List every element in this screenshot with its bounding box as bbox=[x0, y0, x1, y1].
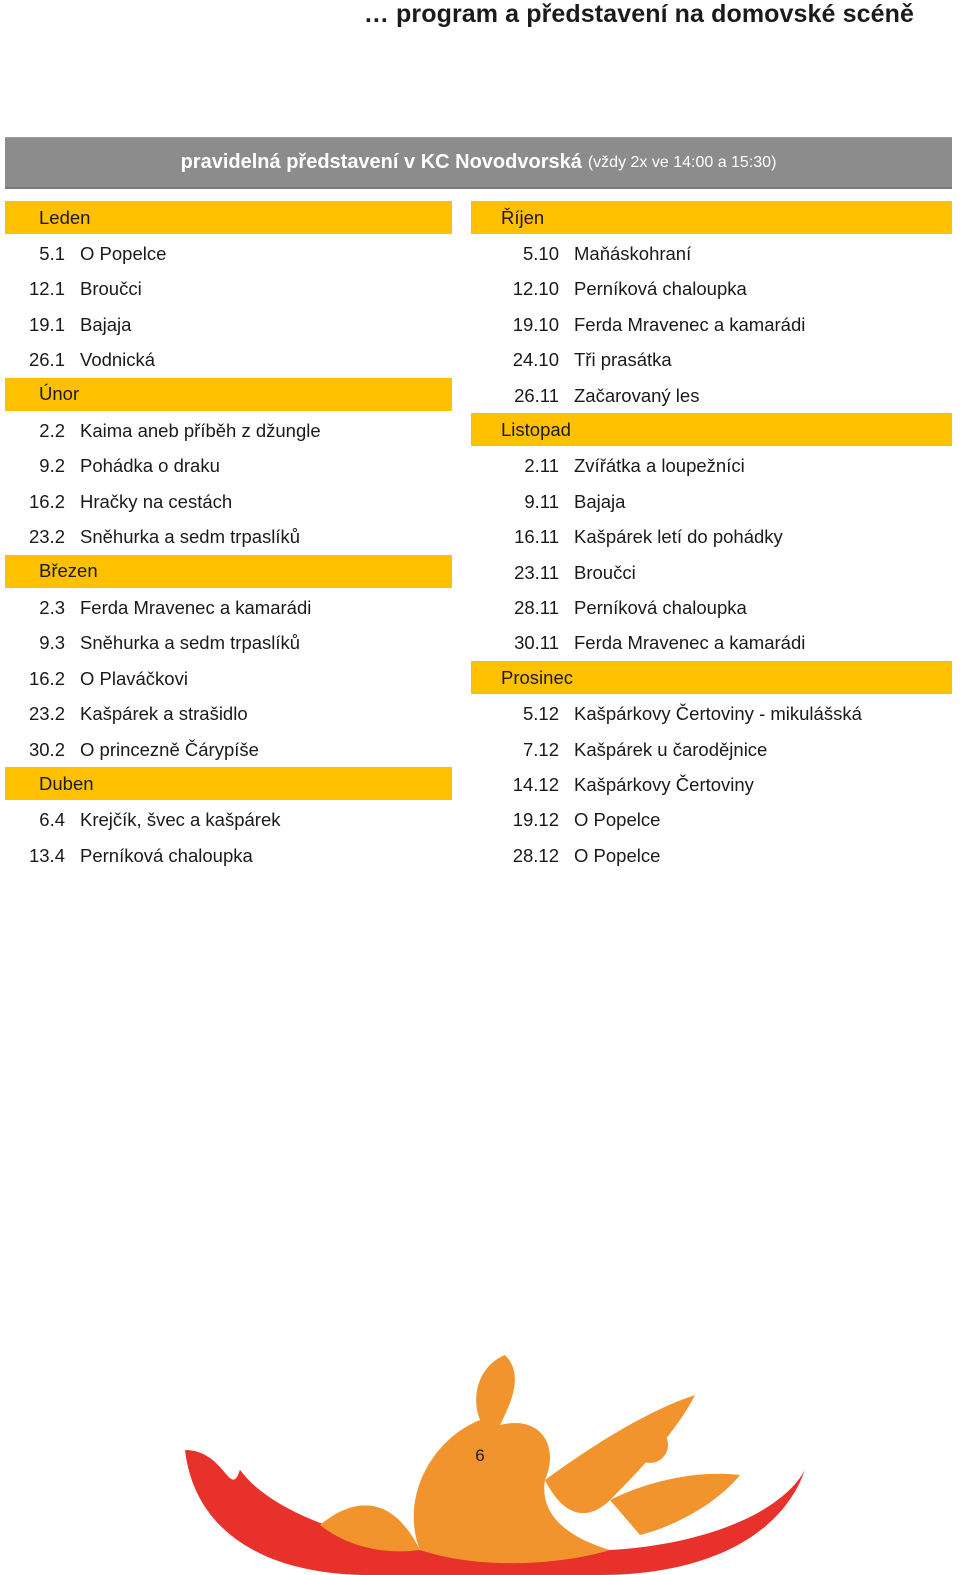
event-date: 9.11 bbox=[524, 490, 559, 512]
event-title: Bajaja bbox=[574, 490, 626, 512]
event-row bbox=[471, 555, 952, 590]
event-date: 2.3 bbox=[39, 596, 65, 618]
event-title: Pohádka o draku bbox=[80, 455, 220, 477]
month-label: Prosinec bbox=[501, 666, 573, 688]
event-date: 19.1 bbox=[28, 313, 65, 335]
event-date: 5.10 bbox=[522, 243, 559, 265]
event-date: 26.1 bbox=[28, 349, 65, 371]
event-row bbox=[471, 803, 952, 838]
month-label: Leden bbox=[39, 206, 91, 228]
event-row bbox=[471, 378, 952, 413]
event-row bbox=[471, 272, 952, 307]
banner-title: pravidelná představení v KC Novodvorská bbox=[180, 151, 582, 173]
event-date: 28.12 bbox=[512, 844, 559, 866]
event-row bbox=[5, 803, 452, 838]
event-date: 23.11 bbox=[514, 561, 559, 583]
event-row bbox=[5, 732, 452, 767]
left-schedule-column bbox=[5, 201, 452, 873]
event-date: 5.1 bbox=[39, 243, 65, 265]
event-row bbox=[471, 236, 952, 271]
event-title: Sněhurka a sedm trpaslíků bbox=[80, 526, 301, 548]
banner-note: (vždy 2x ve 14:00 a 15:30) bbox=[587, 153, 777, 171]
event-date: 23.2 bbox=[28, 703, 65, 725]
event-row bbox=[5, 626, 452, 661]
event-title: Sněhurka a sedm trpaslíků bbox=[80, 632, 301, 654]
event-title: Kašpárek letí do pohádky bbox=[574, 526, 783, 548]
event-date: 30.2 bbox=[28, 738, 65, 760]
event-date: 7.12 bbox=[522, 738, 559, 760]
event-row bbox=[5, 236, 452, 271]
event-title: Broučci bbox=[80, 278, 142, 300]
event-row bbox=[471, 696, 952, 731]
month-header bbox=[5, 378, 452, 411]
event-date: 24.10 bbox=[512, 349, 559, 371]
event-title: Hračky na cestách bbox=[80, 490, 233, 512]
event-date: 26.11 bbox=[514, 384, 559, 406]
event-date: 9.2 bbox=[39, 455, 65, 477]
event-row bbox=[471, 590, 952, 625]
event-row bbox=[5, 696, 452, 731]
event-title: Vodnická bbox=[80, 349, 156, 371]
event-date: 13.4 bbox=[28, 844, 65, 866]
event-date: 28.11 bbox=[514, 596, 559, 618]
month-label: Duben bbox=[39, 772, 94, 794]
event-row bbox=[5, 307, 452, 342]
event-date: 23.2 bbox=[28, 526, 65, 548]
event-title: O Plaváčkovi bbox=[80, 667, 188, 689]
event-title: Tři prasátka bbox=[574, 349, 672, 371]
event-row bbox=[5, 343, 452, 378]
month-header bbox=[5, 201, 452, 234]
schedule-banner bbox=[5, 137, 952, 189]
event-title: Krejčík, švec a kašpárek bbox=[80, 809, 281, 831]
event-title: O Popelce bbox=[80, 243, 167, 265]
event-date: 16.2 bbox=[28, 490, 65, 512]
event-title: Začarovaný les bbox=[574, 384, 700, 406]
event-date: 19.10 bbox=[512, 313, 559, 335]
month-header bbox=[5, 555, 452, 588]
event-date: 16.2 bbox=[28, 667, 65, 689]
event-title: Ferda Mravenec a kamarádi bbox=[574, 632, 806, 654]
event-row bbox=[471, 732, 952, 767]
event-title: Zvířátka a loupežníci bbox=[574, 455, 745, 477]
event-date: 2.2 bbox=[39, 420, 65, 442]
event-title: Perníková chaloupka bbox=[80, 844, 253, 866]
month-header bbox=[5, 767, 452, 800]
event-date: 16.11 bbox=[514, 526, 559, 548]
event-title: Ferda Mravenec a kamarádi bbox=[80, 596, 312, 618]
event-date: 2.11 bbox=[524, 455, 559, 477]
event-title: Kašpárkovy Čertoviny bbox=[574, 773, 754, 795]
event-row bbox=[5, 272, 452, 307]
event-row bbox=[5, 661, 452, 696]
event-row bbox=[471, 767, 952, 802]
event-date: 14.12 bbox=[512, 773, 559, 795]
event-row bbox=[471, 520, 952, 555]
event-title: O princezně Čárypíše bbox=[80, 738, 259, 760]
event-row bbox=[471, 343, 952, 378]
event-title: O Popelce bbox=[574, 809, 661, 831]
month-header bbox=[471, 201, 952, 234]
event-date: 5.12 bbox=[522, 703, 559, 725]
event-date: 19.12 bbox=[512, 809, 559, 831]
event-row bbox=[471, 449, 952, 484]
month-header bbox=[471, 661, 952, 694]
event-title: Kaima aneb příběh z džungle bbox=[80, 420, 321, 442]
event-row bbox=[5, 520, 452, 555]
event-row bbox=[5, 413, 452, 448]
event-row bbox=[471, 484, 952, 519]
page-number: 6 bbox=[475, 1446, 485, 1465]
event-row bbox=[5, 449, 452, 484]
event-row bbox=[471, 626, 952, 661]
event-date: 30.11 bbox=[514, 632, 559, 654]
event-row bbox=[471, 838, 952, 873]
event-title: Bajaja bbox=[80, 313, 132, 335]
event-title: Broučci bbox=[574, 561, 636, 583]
event-row bbox=[5, 590, 452, 625]
logo-orange-spike-right bbox=[610, 1474, 740, 1535]
month-header bbox=[471, 413, 952, 446]
event-row bbox=[471, 307, 952, 342]
event-row bbox=[5, 838, 452, 873]
event-title: Perníková chaloupka bbox=[574, 596, 747, 618]
event-date: 12.1 bbox=[28, 278, 65, 300]
event-date: 9.3 bbox=[39, 632, 65, 654]
event-title: Kašpárkovy Čertoviny - mikulášská bbox=[574, 703, 862, 725]
event-title: Ferda Mravenec a kamarádi bbox=[574, 313, 806, 335]
event-row bbox=[5, 484, 452, 519]
page-title: … program a představení na domovské scéně bbox=[363, 0, 914, 28]
event-title: Kašpárek u čarodějnice bbox=[574, 738, 768, 760]
month-label: Listopad bbox=[501, 418, 571, 440]
right-schedule-column bbox=[471, 201, 952, 873]
event-title: Perníková chaloupka bbox=[574, 278, 747, 300]
event-date: 6.4 bbox=[39, 809, 65, 831]
month-label: Březen bbox=[39, 560, 98, 582]
event-title: Kašpárek a strašidlo bbox=[80, 703, 248, 725]
event-title: Maňáskohraní bbox=[574, 243, 692, 265]
event-title: O Popelce bbox=[574, 844, 661, 866]
month-label: Únor bbox=[39, 383, 80, 405]
month-label: Říjen bbox=[501, 206, 545, 228]
event-date: 12.10 bbox=[512, 278, 559, 300]
